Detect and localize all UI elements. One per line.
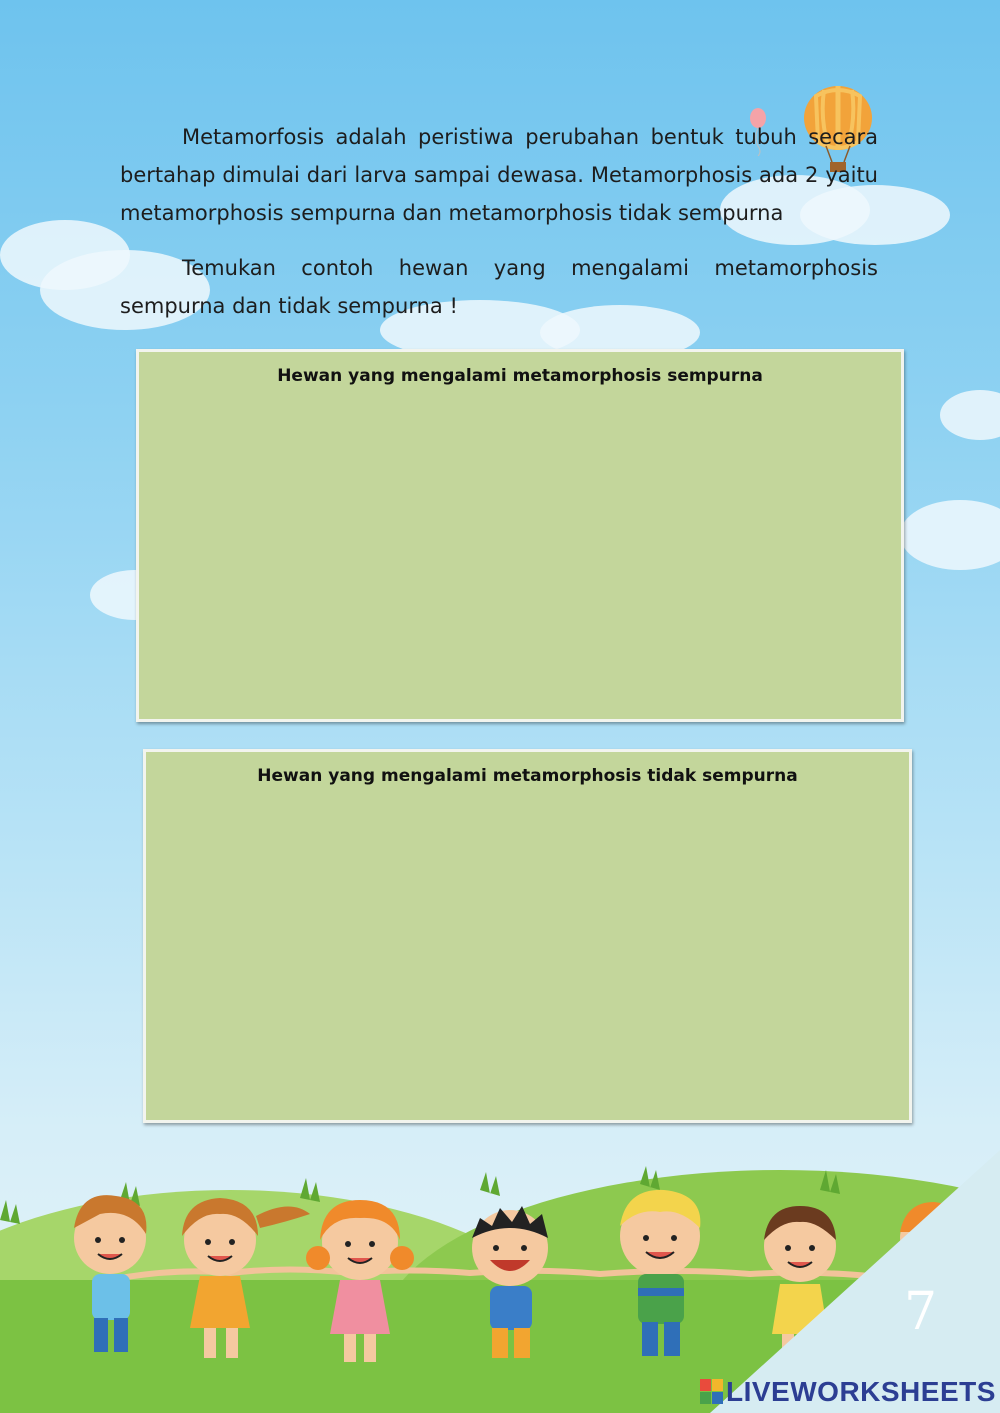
complete-metamorphosis-title: Hewan yang mengalami metamorphosis sempurna: [277, 366, 763, 386]
brand-name: LIVEWORKSHEETS: [726, 1376, 996, 1407]
incomplete-metamorphosis-title: Hewan yang mengalami metamorphosis tidak sempurna: [257, 766, 798, 786]
liveworksheets-brand: [700, 1376, 996, 1408]
liveworksheets-logo-icon: [700, 1379, 724, 1405]
page-corner: [700, 1150, 1000, 1413]
instruction-paragraph: Temukan contoh hewan yang mengalami metamorphosis sempurna dan tidak sempurna !: [120, 256, 878, 318]
page-number: 7: [904, 1282, 938, 1342]
incomplete-metamorphosis-box: [143, 749, 912, 1123]
complete-metamorphosis-answer[interactable]: [153, 402, 887, 705]
complete-metamorphosis-box: [136, 349, 904, 722]
intro-paragraph: Metamorfosis adalah peristiwa perubahan bentuk tubuh secara bertahap dimulai dari larva sampai dewasa. Metamorphosis ada 2 yaitu metamorphosis sempurna dan metamorphosis tidak sempurna: [120, 125, 878, 225]
incomplete-metamorphosis-answer[interactable]: [160, 802, 895, 1106]
